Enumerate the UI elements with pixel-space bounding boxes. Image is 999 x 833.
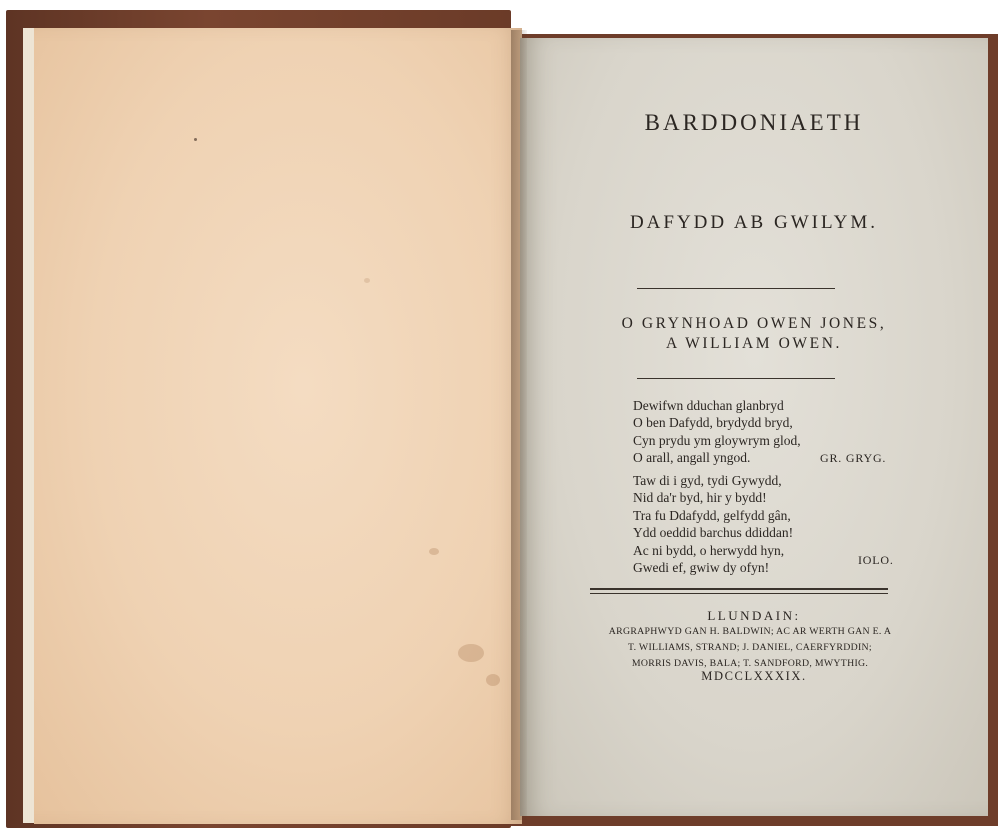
epigraph-attribution: IOLO. <box>858 553 894 567</box>
epigraph-stanza <box>633 472 793 576</box>
imprint-block <box>580 624 920 672</box>
imprint-line: T. WILLIAMS, STRAND; J. DANIEL, CAERFYRDDIN; <box>628 642 872 653</box>
poem-line: Nid da'r byd, hir y bydd! <box>633 490 767 506</box>
imprint-line: ARGRAPHWYD GAN H. BALDWIN; AC AR WERTH GAN E. A <box>608 626 892 637</box>
poem-line: Ac ni bydd, o herwydd hyn, <box>633 542 785 558</box>
imprint-year: MDCCLXXXIX. <box>701 669 807 683</box>
poem-line: Taw di i gyd, tydi Gywydd, <box>633 473 782 488</box>
author-name: DAFYDD AB GWILYM. <box>629 212 879 233</box>
editors-line: O GRYNHOAD OWEN JONES, <box>621 315 887 332</box>
book-gutter <box>511 30 527 820</box>
poem-line: O ben Dafydd, brydydd bryd, <box>633 415 793 431</box>
poem-line: Tra fu Ddafydd, gelfydd gân, <box>633 507 791 523</box>
divider-rule <box>637 378 835 379</box>
divider-rule <box>637 288 835 289</box>
double-rule <box>590 588 888 590</box>
epigraph-stanza <box>633 397 801 467</box>
poem-line: Dewifwn dduchan glanbryd <box>633 398 784 413</box>
imprint-place: LLUNDAIN: <box>707 608 801 623</box>
poem-line: Gwedi ef, gwiw dy ofyn! <box>633 560 770 576</box>
editors-block <box>520 314 988 354</box>
epigraph-attribution: GR. GRYG. <box>820 451 887 465</box>
editors-line: A WILLIAM OWEN. <box>665 335 843 352</box>
blank-endpaper <box>34 28 522 824</box>
title-page <box>520 38 988 816</box>
poem-line: Ydd oeddid barchus ddiddan! <box>633 525 794 541</box>
double-rule <box>590 593 888 594</box>
open-book <box>6 10 998 828</box>
poem-line: O arall, angall yngod. <box>633 450 751 466</box>
book-title: BARDDONIAETH <box>644 110 864 135</box>
imprint-line: MORRIS DAVIS, BALA; T. SANDFORD, MWYTHIG. <box>631 658 869 669</box>
poem-line: Cyn prydu ym gloywrym glod, <box>633 432 801 448</box>
